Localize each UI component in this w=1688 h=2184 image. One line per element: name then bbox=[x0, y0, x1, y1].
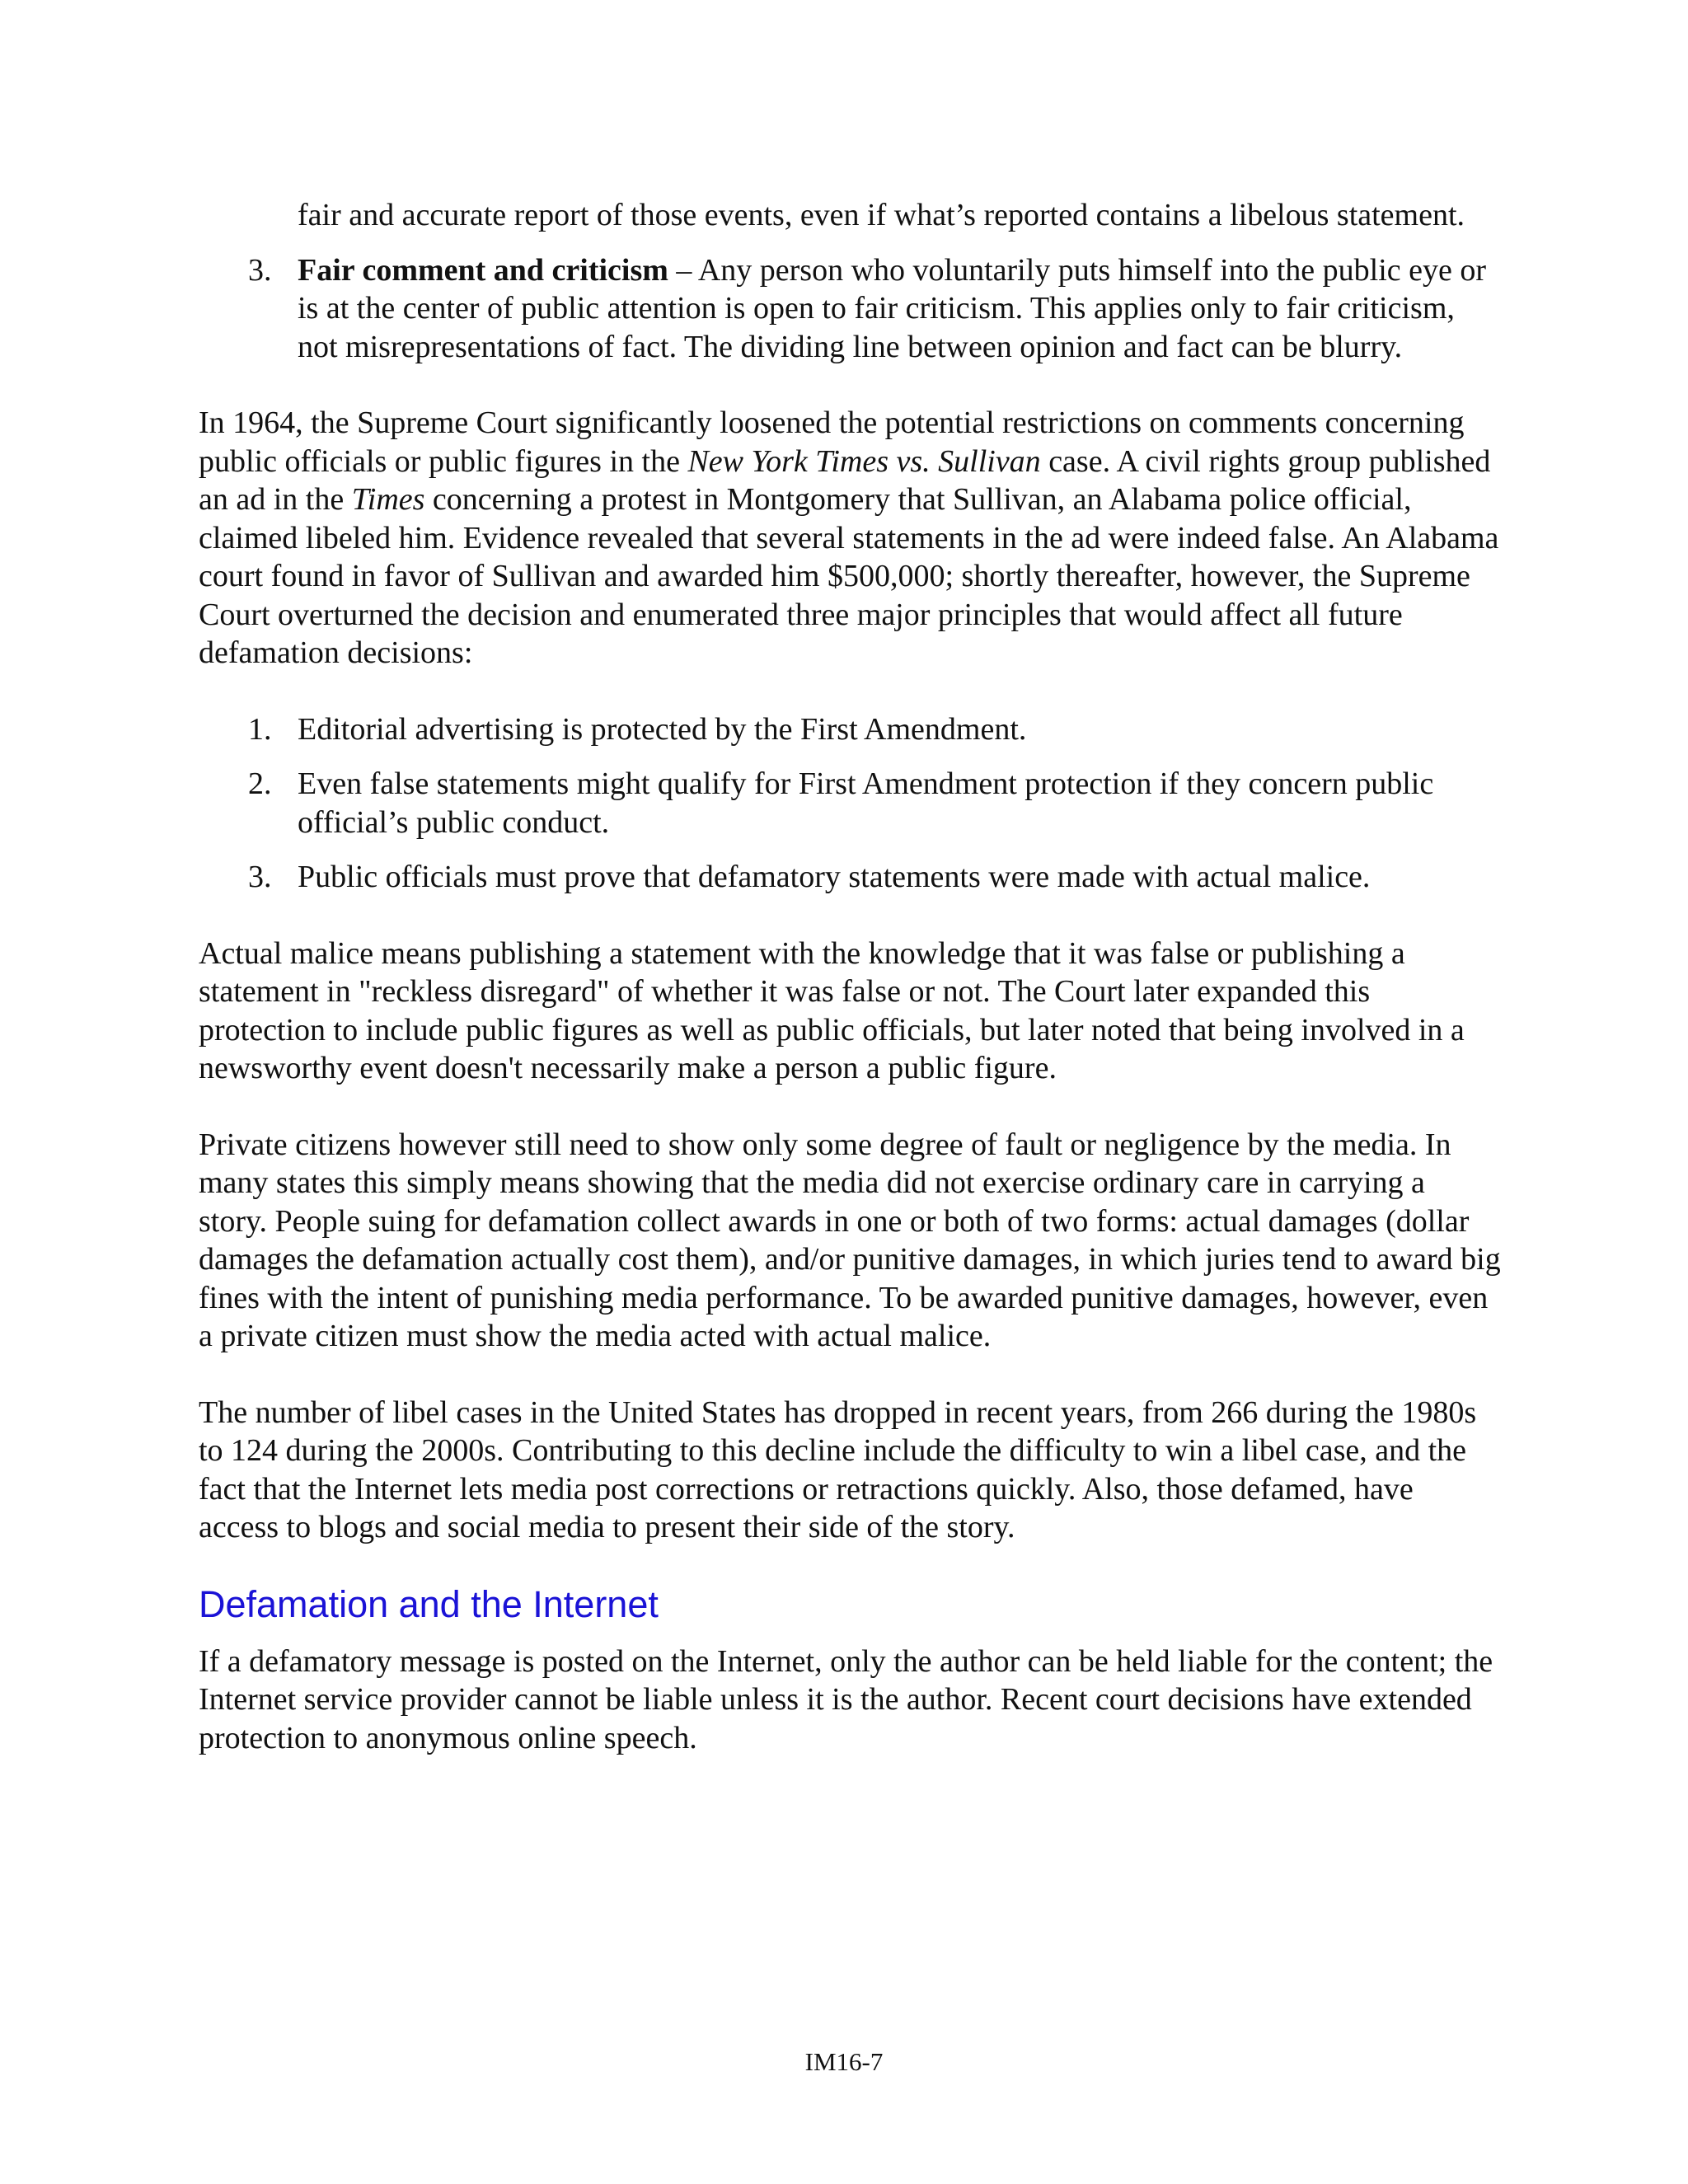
paragraph-libel-cases: The number of libel cases in the United States has dropped in recent years, from 266 during the 1980s to 124 during the 2000s. Contributing to this decline include the difficulty to win a libel case, and the fact that the Internet lets media post corrections or retractions quickly. Also, those defamed, have access to blogs and social media to present their side of the story. bbox=[199, 1394, 1477, 1544]
paper-name: Times bbox=[351, 482, 425, 517]
continuation-paragraph: fair and accurate report of those events, even if what’s reported contains a libelous statement. bbox=[298, 198, 1465, 232]
principles-list bbox=[199, 710, 1501, 897]
page-number: IM16-7 bbox=[804, 2047, 884, 2076]
paragraph-sullivan: In 1964, the Supreme Court significantly loosened the potential restrictions on comments concerning public officials or public figures in the New York Times vs. Sullivan case. A civil rights group published an ad in the Times concerning a protest in Montgomery that Sullivan, an Alabama police official, claimed libeled him. Evidence revealed that several statements in the ad were indeed false. An Alabama court found in favor of Sullivan and awarded him $500,000; shortly thereafter, however, the Supreme Court overturned the decision and enumerated three major principles that would affect all future defamation decisions: bbox=[199, 405, 1499, 670]
paragraph-actual-malice: Actual malice means publishing a statement with the knowledge that it was false or publishing a statement in "reckless disregard" of whether it was false or not. The Court later expanded this protection to include public figures as well as public officials, but later noted that being involved in a newsworthy event doesn't necessarily make a person a public figure. bbox=[199, 935, 1465, 1085]
paragraph-private-citizens: Private citizens however still need to show only some degree of fault or negligence by the media. In many states this simply means showing that the media did not exercise ordinary care in carrying a story. People suing for defamation collect awards in one or both of two forms: actual damages (dollar damages the defamation actually cost them), and/or punitive damages, in which juries tend to award big fines with the intent of punishing media performance. To be awarded punitive damages, however, even a private citizen must show the media acted with actual malice. bbox=[199, 1127, 1501, 1353]
list-item bbox=[199, 765, 1501, 841]
paragraph-internet: If a defamatory message is posted on the Internet, only the author can be held liable for the content; the Internet service provider cannot be liable unless it is the author. Recent court decisions have extended protection to anonymous online speech. bbox=[199, 1643, 1493, 1755]
list-number: 1. bbox=[248, 711, 272, 747]
defenses-list bbox=[199, 251, 1501, 367]
list-number: 2. bbox=[248, 766, 272, 801]
list-term: Fair comment and criticism bbox=[298, 252, 668, 288]
list-item bbox=[199, 710, 1501, 749]
list-text: Editorial advertising is protected by the First Amendment. bbox=[298, 711, 1027, 747]
case-name: New York Times vs. Sullivan bbox=[687, 443, 1041, 479]
list-item bbox=[199, 858, 1501, 897]
list-number: 3. bbox=[248, 860, 272, 894]
page-content bbox=[199, 196, 1501, 1757]
list-text: Public officials must prove that defamatory statements were made with actual malice. bbox=[298, 860, 1371, 894]
list-text: Even false statements might qualify for First Amendment protection if they concern public official’s public conduct. bbox=[298, 766, 1434, 840]
list-number: 3. bbox=[248, 252, 272, 288]
section-heading: Defamation and the Internet bbox=[199, 1582, 659, 1625]
list-text: – Any person who voluntarily puts himself into the public eye or is at the center of public attention is open to fair criticism. This applies only to fair criticism, not misrepresentations of fact. The dividing line between opinion and fact can be blurry. bbox=[298, 252, 1487, 364]
list-item bbox=[199, 251, 1501, 367]
